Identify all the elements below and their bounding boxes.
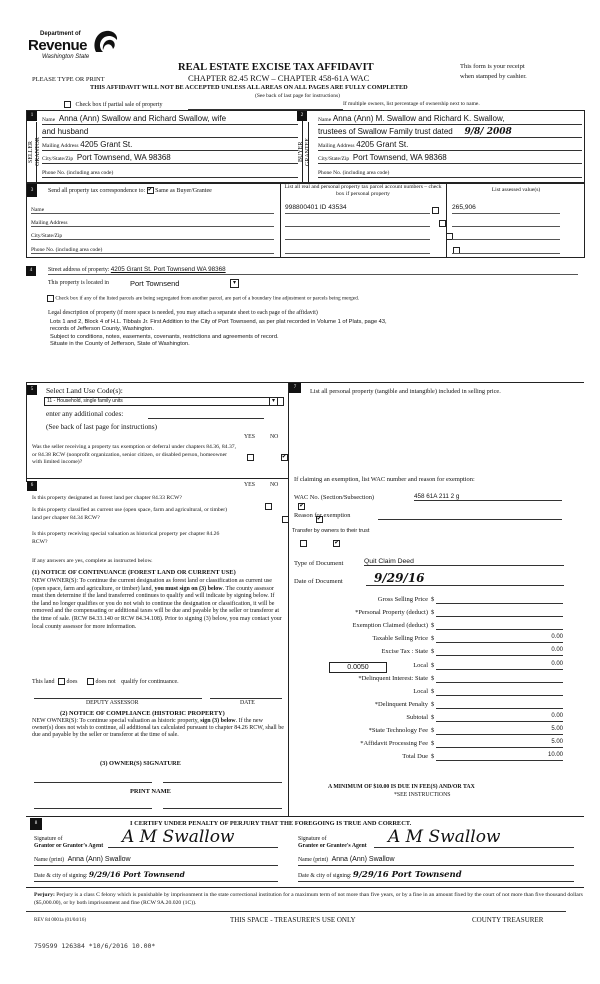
- located-in-dropdown-icon[interactable]: ▾: [230, 279, 239, 288]
- buyer-name-line2[interactable]: trustees of Swallow Family trust dated: [318, 127, 453, 136]
- correspondence-city-row: [31, 231, 274, 240]
- grantee-date-row: [298, 870, 574, 882]
- parcel-header: List all real and personal property tax parcel account numbers – check box if personal property: [284, 184, 442, 197]
- correspondence-city-label: City/State/Zip: [31, 233, 63, 239]
- buyer-city-value[interactable]: Port Townsend, WA 98368: [352, 153, 447, 162]
- grantor-sig-label-1: Signature of: [34, 836, 63, 842]
- lower-box-bottom: [26, 816, 584, 817]
- amount-label: *State Technology Fee: [368, 727, 428, 734]
- send-correspondence-label: Send all property tax correspondence to:: [48, 187, 146, 194]
- seller-name-label: Name: [42, 117, 56, 123]
- correspondence-mailing-row: [31, 218, 274, 227]
- perjury-bold: Perjury:: [34, 892, 55, 898]
- buyer-label: BUYER: [298, 141, 304, 163]
- legal-line: Lots 1 and 2, Block 4 of H.L. Tibbals Jr. First Addition to the City of Port Townsend, as per plat recorded in Volume 1 of Plats, page 43,: [50, 319, 387, 325]
- grantee-name-label: Name (print): [298, 857, 329, 863]
- assessed-value-input[interactable]: [452, 230, 560, 240]
- print-name-label: PRINT NAME: [130, 788, 171, 795]
- section5-yes-header: YES: [244, 434, 255, 440]
- reason-row: [294, 512, 350, 519]
- assessor-date-line[interactable]: [210, 698, 282, 699]
- exemption-no-checkbox[interactable]: [281, 454, 288, 461]
- amount-label: Total Due: [402, 753, 428, 760]
- assessed-value-input[interactable]: [452, 217, 560, 227]
- section5-no-header: NO: [270, 434, 279, 440]
- currency-symbol: $: [431, 675, 435, 682]
- minimum-due-note: A MINIMUM OF $10.00 IS DUE IN FEE(S) AND/OR TAX: [328, 784, 475, 790]
- correspondence-name-label: Name: [31, 207, 45, 213]
- amount-label: Excise Tax : State: [381, 648, 428, 655]
- partial-sale-row: [64, 101, 162, 108]
- currency-symbol: $: [431, 635, 435, 642]
- parcel-account-input[interactable]: [285, 244, 430, 254]
- correspondence-phone-row: [31, 245, 274, 254]
- agency-line-3: Washington State: [42, 54, 90, 60]
- doc-type-value[interactable]: Quit Claim Deed: [364, 558, 564, 566]
- perjury-notice: [34, 891, 584, 907]
- section6-yes-header: YES: [244, 482, 255, 488]
- form-number: REV 84 0001a (01/04/16): [34, 918, 86, 923]
- amount-value[interactable]: 0.00: [436, 647, 563, 656]
- does-label: does: [66, 678, 78, 685]
- buyer-mailing-value[interactable]: 4205 Grant St.: [356, 140, 409, 149]
- seller-side-label: [27, 122, 41, 182]
- see-back-instructions: (See back of last page for instructions): [255, 93, 340, 99]
- currency-symbol: $: [431, 740, 435, 747]
- amount-label: *Delinquent Penalty: [374, 701, 428, 708]
- amount-value[interactable]: [436, 687, 563, 696]
- buyer-mailing-row: [318, 140, 582, 151]
- grantee-date-value[interactable]: 9/29/16 Port Townsend: [352, 870, 462, 880]
- currency-symbol: $: [431, 701, 435, 708]
- currency-symbol: $: [431, 596, 435, 603]
- currency-symbol: $: [431, 648, 435, 655]
- currency-symbol: $: [431, 662, 435, 669]
- section-3-number: 3: [27, 184, 37, 197]
- amount-value[interactable]: 0.00: [436, 661, 563, 670]
- land-use-value: 11 - Household, single family units: [47, 398, 123, 404]
- exemption-intro: If claiming an exemption, list WAC number and reason for exemption:: [294, 476, 475, 483]
- please-type-or-print: PLEASE TYPE OR PRINT: [32, 76, 105, 83]
- section-4-number: 4: [26, 266, 36, 276]
- located-in-label: This property is located in: [48, 280, 109, 286]
- amount-label: *Delinquent Interest: State: [358, 675, 428, 682]
- doc-date-label: Date of Document: [294, 578, 343, 585]
- assessed-value-input[interactable]: [452, 244, 560, 254]
- assessed-divider: [446, 183, 447, 258]
- perjury-text: Perjury is a class C felony which is punishable by imprisonment in the state correctional institution for a maximum term of not more than five years, or by a fine in an amount fixed by the court of not more than five thousand dollars ($5,000.00), or by both imprisonment and fine (RCW 9A.20.020 (1C)).: [34, 892, 583, 906]
- buyer-city-label: City/State/Zip: [318, 156, 350, 162]
- section-5-number: 5: [27, 385, 37, 395]
- notice-continuance-text-b: . The county assessor must then determine if the land transferred continues to qualify and will indicate by signing below. If the land no longer qualifies or you do not wish to continue the designation or classification, it will be removed and the compensating or additional taxes will be due and payable by the seller or transferor at the time of sale. (RCW 84.33.140 or RCW 84.34.108). Prior to signing (3) below, you may contact your local county assessor for more information.: [32, 585, 282, 630]
- amount-label: Taxable Selling Price: [372, 635, 428, 642]
- buyer-mailing-label: Mailing Address: [318, 143, 355, 149]
- amount-label: *Personal Property (deduct): [355, 609, 428, 616]
- section-7-number: 7: [289, 383, 301, 393]
- amount-value[interactable]: [436, 674, 563, 683]
- deputy-assessor-line[interactable]: [34, 698, 202, 699]
- section6-no-header: NO: [270, 482, 279, 488]
- forest-land-no-checkbox[interactable]: [298, 503, 305, 510]
- doc-type-label: Type of Document: [294, 560, 344, 567]
- multiple-owners-note: If multiple owners, list percentage of ownership next to name.: [343, 101, 480, 107]
- exemption-yes-checkbox[interactable]: [247, 454, 254, 461]
- section-6-number: 6: [27, 481, 37, 491]
- grantee-name-value[interactable]: Anna (Ann) Swallow: [331, 856, 395, 863]
- current-use-question: Is this property classified as current use (open space, farm and agricultural, or timber) land per chapter 84.34 RCW?: [32, 507, 228, 521]
- forest-land-yes-checkbox[interactable]: [265, 503, 272, 510]
- assessed-value-input[interactable]: 265,906: [452, 204, 560, 214]
- same-as-buyer-checkbox[interactable]: [147, 187, 154, 194]
- buyer-phone-row: [318, 168, 582, 178]
- land-use-label: Select Land Use Code(s):: [46, 386, 123, 395]
- seller-name-line2[interactable]: and husband: [42, 127, 298, 138]
- receipt-note-1: This form is your receipt: [460, 63, 525, 70]
- if-yes-instructions: If any answers are yes, complete as instructed below.: [32, 558, 153, 564]
- buyer-city-row: [318, 153, 582, 164]
- additional-codes-label: enter any additional codes:: [46, 410, 124, 418]
- street-address-label: Street address of property:: [48, 267, 110, 273]
- lower-box-top: [26, 382, 584, 383]
- segregated-label: Check box if any of the listed parcels are being segregated from another parcel, are part of a boundary line adjustment or parcels being merged.: [55, 295, 360, 302]
- amount-value[interactable]: [436, 621, 563, 630]
- doc-date-row: [294, 578, 343, 585]
- does-not-qualify-checkbox[interactable]: [87, 678, 94, 685]
- perjury-rule: [26, 911, 566, 912]
- same-as-buyer-label: Same as Buyer/Grantee: [155, 187, 212, 194]
- legal-line: Subject to conditions, notes, easements, covenants, restrictions and agreements of record.: [50, 333, 279, 340]
- seller-mailing-label: Mailing Address: [42, 143, 79, 149]
- currency-symbol: $: [431, 688, 435, 695]
- section-8-number: 8: [30, 818, 42, 830]
- seller-city-label: City/State/Zip: [42, 156, 74, 162]
- seller-phone-row: [42, 168, 298, 178]
- grantor-sig-label: [34, 836, 103, 850]
- deputy-assessor-label: DEPUTY ASSESSOR: [86, 700, 139, 706]
- parcel-account-input[interactable]: [285, 230, 430, 240]
- personal-property-checkbox[interactable]: [439, 220, 446, 227]
- owner-signature-line-1[interactable]: [34, 782, 152, 783]
- wac-label: WAC No. (Section/Subsection): [294, 494, 375, 501]
- additional-codes-input[interactable]: [148, 418, 264, 419]
- historic-yes-checkbox[interactable]: [300, 540, 307, 547]
- reason-label: Reason for exemption: [294, 512, 351, 519]
- partial-sale-label: Check box if partial sale of property: [75, 101, 163, 108]
- section5-see-back: (See back of last page for instructions): [46, 423, 157, 431]
- amount-value[interactable]: 0.00: [436, 634, 563, 643]
- owner-signature-line-2[interactable]: [163, 782, 282, 783]
- wac-row: [294, 494, 374, 501]
- grantor-sig-label-2: Grantor or Grantor's Agent: [34, 843, 104, 849]
- this-land-label: This land: [32, 678, 55, 685]
- personal-property-label: List all personal property (tangible and intangible) included in selling price.: [310, 388, 501, 395]
- certify-statement: I CERTIFY UNDER PENALTY OF PERJURY THAT THE FOREGOING IS TRUE AND CORRECT.: [130, 820, 412, 827]
- seller-label: SELLER: [28, 141, 34, 163]
- grantor-date-row: [34, 870, 278, 882]
- grantor-date-value[interactable]: 9/29/16 Port Townsend: [88, 870, 185, 879]
- grantee-sig-label-1: Signature of: [298, 836, 327, 842]
- treasurer-use-only: THIS SPACE - TREASURER'S USE ONLY: [230, 916, 356, 924]
- section-1-number: 1: [27, 111, 37, 121]
- land-use-dropdown-icon[interactable]: ▾: [269, 397, 278, 406]
- located-in-select[interactable]: Port Townsend: [130, 279, 180, 288]
- notice-compliance-text-a: NEW OWNER(S): To continue special valuation as historic property,: [32, 718, 199, 724]
- owner-signature-label: (3) OWNER(S) SIGNATURE: [100, 760, 181, 767]
- receipt-note-2: when stamped by cashier.: [460, 73, 527, 80]
- assessor-date-label: DATE: [240, 700, 255, 706]
- amount-value[interactable]: 5.00: [436, 726, 563, 735]
- amount-value[interactable]: [436, 700, 563, 709]
- correspondence-name-row: [31, 205, 274, 214]
- receipt-stamp: 759599 126384 *10/6/2016 10.00*: [34, 942, 156, 950]
- forest-land-question: Is this property designated as forest land per chapter 84.33 RCW?: [32, 495, 182, 501]
- seller-name-row: [42, 114, 298, 125]
- grantee-signature[interactable]: A M Swallow: [374, 826, 574, 848]
- correspondence-phone-label: Phone No. (including area code): [31, 247, 103, 253]
- form-chapter: CHAPTER 82.45 RCW – CHAPTER 458-61A WAC: [188, 73, 370, 83]
- print-name-line-1[interactable]: [34, 808, 152, 809]
- seller-phone-label: Phone No. (including area code): [42, 170, 114, 176]
- section-5-bottom: [26, 478, 288, 479]
- grantor-name-value[interactable]: Anna (Ann) Swallow: [67, 856, 131, 863]
- notice-continuance-title: (1) NOTICE OF CONTINUANCE (FOREST LAND OR CURRENT USE): [32, 569, 236, 576]
- acceptance-warning: THIS AFFIDAVIT WILL NOT BE ACCEPTED UNLESS ALL AREAS ON ALL PAGES ARE FULLY COMPLETED: [90, 84, 408, 91]
- street-address-value[interactable]: 4205 Grant St. Port Townsend WA 98368: [110, 266, 226, 273]
- notice-compliance-bold: sign (3) below: [200, 718, 236, 724]
- parcel-account-input[interactable]: [285, 217, 430, 227]
- amount-label: Exemption Claimed (deduct): [352, 622, 428, 629]
- section-2-number: 2: [297, 111, 307, 121]
- seller-city-value[interactable]: Port Townsend, WA 98368: [76, 153, 171, 162]
- doc-date-value[interactable]: 9/29/16: [366, 572, 564, 586]
- amount-value[interactable]: 0.00: [436, 713, 563, 722]
- parcel-account-input[interactable]: 998800401 ID 43534: [285, 204, 430, 214]
- seller-mailing-value[interactable]: 4205 Grant St.: [80, 140, 133, 149]
- amount-value[interactable]: [436, 595, 563, 604]
- grantee-name-row: [298, 856, 574, 866]
- personal-property-checkbox[interactable]: [432, 207, 439, 214]
- buyer-phone-label: Phone No. (including area code): [318, 170, 390, 176]
- exemption-question: Was the seller receiving a property tax exemption or deferral under chapters 84.36, 84.37, or 84.38 RCW (nonprofit organization, senior citizen, or disabled person, homeowner with limited income)?: [32, 444, 237, 465]
- assessed-header: List assessed value(s): [491, 187, 541, 193]
- buyer-name-label: Name: [318, 117, 332, 123]
- lower-box-left: [26, 382, 27, 482]
- legal-description[interactable]: [50, 319, 387, 348]
- grantee-sig-label-2: Grantee or Grantee's Agent: [298, 843, 367, 849]
- notice-compliance-title: (2) NOTICE OF COMPLIANCE (HISTORIC PROPERTY): [60, 710, 225, 717]
- doc-type-row: [294, 560, 343, 567]
- reason-input-line[interactable]: [378, 519, 562, 520]
- amount-value[interactable]: 10.00: [436, 752, 563, 761]
- currency-symbol: $: [431, 727, 435, 734]
- amount-label: *Affidavit Processing Fee: [360, 740, 428, 747]
- currency-symbol: $: [431, 714, 435, 721]
- continuance-row: [32, 678, 179, 685]
- form-title: REAL ESTATE EXCISE TAX AFFIDAVIT: [178, 62, 374, 73]
- street-address-row: [48, 266, 578, 275]
- grantor-signature[interactable]: A M Swallow: [108, 826, 278, 848]
- legal-line: Situate in the County of Jefferson, State of Washington.: [50, 340, 190, 347]
- current-use-yes-checkbox[interactable]: [282, 516, 289, 523]
- notice-compliance-text: [32, 718, 284, 739]
- grantor-label: GRANTOR: [35, 137, 41, 167]
- amount-label: Local: [413, 688, 428, 695]
- amount-value[interactable]: 5.00: [436, 739, 563, 748]
- located-in-row: [48, 280, 109, 286]
- revenue-logo-icon: [90, 28, 120, 56]
- qualify-label: qualify for continuance.: [121, 678, 179, 685]
- currency-symbol: $: [431, 622, 435, 629]
- agency-logo: [28, 28, 123, 68]
- currency-symbol: $: [431, 753, 435, 760]
- grantee-sig-label: [298, 836, 367, 850]
- historic-question: Is this property receiving special valuation as historical property per chapter 84.26 RCW?: [32, 531, 220, 545]
- notice-compliance-text-b: . If the new owner(s) does not wish to continue, all additional tax calculated pursuant to chapter 84.26 RCW, shall be due and payable by the seller or transferor at the time of sale.: [32, 718, 284, 738]
- lower-box-divider: [288, 382, 289, 816]
- legal-line: records of Jefferson County, Washington.: [50, 326, 154, 333]
- seller-name-line1[interactable]: Anna (Ann) Swallow and Richard Swallow, wife: [58, 114, 227, 123]
- amount-label: Gross Selling Price: [377, 596, 428, 603]
- reason-value[interactable]: Transfer by owners to their trust: [292, 528, 370, 534]
- print-name-line-2[interactable]: [163, 808, 282, 809]
- partial-sale-checkbox[interactable]: [64, 101, 71, 108]
- notice-continuance-text-a: NEW OWNER(S): To continue the current designation as forest land or classification as current use (open space, farm and agriculture, or timber) land,: [32, 578, 272, 592]
- correspondence-mailing-label: Mailing Address: [31, 220, 68, 226]
- agency-line-2: Revenue: [28, 37, 88, 54]
- grantee-date-label: Date & city of signing:: [298, 873, 352, 879]
- section-8-bottom-rule: [26, 887, 584, 888]
- agency-line-1: Department of: [40, 31, 81, 37]
- notice-continuance-text: [32, 578, 282, 631]
- buyer-name-line2-row: [318, 127, 582, 138]
- seller-mailing-row: [42, 140, 298, 151]
- does-not-label: does not: [95, 678, 116, 685]
- buyer-side-label: [297, 122, 309, 182]
- segregated-checkbox[interactable]: [47, 295, 54, 302]
- buyer-name-row: [318, 114, 582, 125]
- grantor-name-row: [34, 856, 278, 866]
- wac-input[interactable]: 458 61A 211 2 g: [414, 493, 562, 501]
- correspondence-row: [48, 187, 212, 194]
- amount-label: Local: [413, 662, 428, 669]
- county-treasurer: COUNTY TREASURER: [472, 916, 544, 924]
- grantor-date-label: Date & city of signing:: [34, 873, 88, 879]
- segregated-row: [47, 295, 359, 302]
- buyer-name-line1[interactable]: Anna (Ann) M. Swallow and Richard K. Swallow,: [332, 114, 505, 123]
- trust-date-handwritten: 9/8/ 2008: [464, 127, 512, 137]
- notice-continuance-bold: you must sign on (3) below: [154, 585, 223, 592]
- amount-label: Subtotal: [406, 714, 428, 721]
- currency-symbol: $: [431, 609, 435, 616]
- seller-city-row: [42, 153, 298, 164]
- does-qualify-checkbox[interactable]: [58, 678, 65, 685]
- land-use-select[interactable]: [44, 397, 284, 406]
- amount-value[interactable]: [436, 608, 563, 617]
- see-instructions-note: *SEE INSTRUCTIONS: [394, 792, 451, 798]
- section-3-divider: [280, 183, 281, 258]
- grantor-name-label: Name (print): [34, 857, 65, 863]
- local-rate-box[interactable]: 0.0050: [329, 662, 387, 673]
- grantee-label: GRANTEE: [305, 138, 311, 166]
- historic-no-checkbox[interactable]: [333, 540, 340, 547]
- legal-description-label: Legal description of property (if more space is needed, you may attach a separate sheet to each page of the affidavit): [48, 310, 318, 316]
